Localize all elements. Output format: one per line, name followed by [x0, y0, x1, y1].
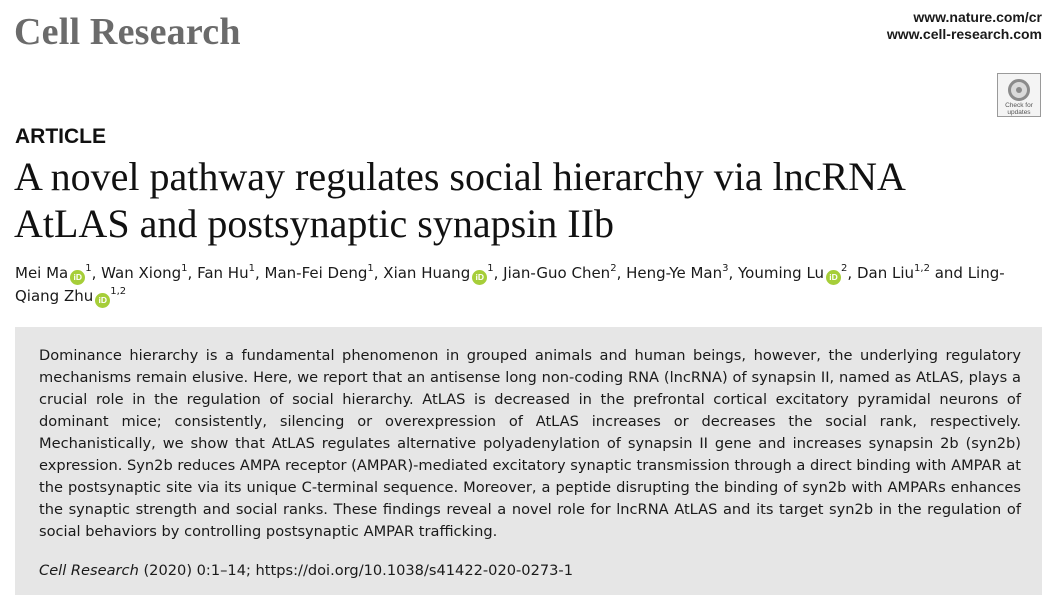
author-separator: ,	[728, 264, 739, 282]
author-affiliation: 1,2	[110, 286, 127, 297]
author-separator: ,	[373, 264, 384, 282]
author-affiliation: 1	[85, 263, 92, 274]
check-updates-line1: Check for	[1005, 102, 1033, 109]
cell-research-url-link[interactable]: www.cell-research.com	[886, 26, 1042, 42]
author-separator: ,	[254, 264, 265, 282]
author-item	[383, 264, 503, 282]
author-separator: ,	[847, 264, 857, 282]
author-name[interactable]: Mei Ma	[15, 264, 69, 282]
author-affiliation: 2	[841, 263, 848, 274]
author-affiliation: 1	[181, 263, 188, 274]
article-title: A novel pathway regulates social hierarchy via lncRNA AtLAS and postsynaptic synapsin IIb	[14, 154, 904, 246]
author-separator: ,	[493, 264, 504, 282]
author-item	[101, 264, 197, 282]
author-name[interactable]: Youming Lu	[738, 264, 825, 282]
author-separator: ,	[91, 264, 102, 282]
orcid-icon[interactable]: iD	[826, 270, 841, 285]
author-separator: and	[929, 264, 968, 282]
author-affiliation: 1	[248, 263, 255, 274]
citation-details: (2020) 0:1–14; https://doi.org/10.1038/s41422-020-0273-1	[138, 562, 573, 579]
author-name[interactable]: Man-Fei Deng	[264, 264, 368, 282]
abstract-box	[15, 327, 1042, 595]
abstract-text: Dominance hierarchy is a fundamental phenomenon in grouped animals and human beings, however, the underlying regulatory mechanisms remain elusive. Here, we report that an antisense long non-coding RNA (lncRNA) of synapsin II, named as AtLAS, plays a crucial role in the regulation of social hierarchy. AtLAS is decreased in the prefrontal cortical excitatory pyramidal neurons of dominant mice; consistently, silencing or overexpression of AtLAS increases or decreases the social rank, respectively. Mechanistically, we show that AtLAS regulates alternative polyadenylation of synapsin II gene and increases synapsin 2b (syn2b) expression. Syn2b reduces AMPA receptor (AMPAR)-mediated excitatory synaptic transmission through a direct binding with AMPAR at the postsynaptic site via its unique C-terminal sequence. Moreover, a peptide disrupting the binding of syn2b with AMPARs enhances the synaptic strength and social ranks. These findings reveal a novel role for lncRNA AtLAS and its target syn2b in the regulation of social behaviors by controlling postsynaptic AMPAR trafficking.	[39, 347, 1021, 540]
author-name[interactable]: Jian-Guo Chen	[503, 264, 611, 282]
author-affiliation: 1,2	[914, 263, 930, 274]
journal-name: Cell Research	[14, 11, 241, 53]
author-affiliation: 1	[367, 263, 374, 274]
author-item	[626, 264, 738, 282]
author-affiliation: 3	[722, 263, 729, 274]
author-name[interactable]: Fan Hu	[197, 264, 249, 282]
author-item	[503, 264, 626, 282]
author-item	[738, 264, 857, 282]
author-name[interactable]: Dan Liu	[856, 264, 915, 282]
author-name[interactable]: Ling-Qiang Zhu	[15, 264, 1005, 305]
author-name[interactable]: Wan Xiong	[101, 264, 182, 282]
orcid-icon[interactable]: iD	[95, 293, 110, 308]
author-item	[265, 264, 384, 282]
citation-line	[39, 562, 573, 579]
check-updates-icon	[1008, 79, 1030, 101]
author-item	[15, 264, 101, 282]
check-updates-line2: updates	[1007, 109, 1031, 116]
nature-url-link[interactable]: www.nature.com/cr	[913, 9, 1042, 25]
journal-links	[887, 9, 1042, 43]
author-name[interactable]: Heng-Ye Man	[626, 264, 723, 282]
author-item	[857, 264, 968, 282]
orcid-icon[interactable]: iD	[70, 270, 85, 285]
author-separator: ,	[187, 264, 198, 282]
author-affiliation: 2	[610, 263, 617, 274]
author-separator: ,	[616, 264, 627, 282]
orcid-icon[interactable]: iD	[472, 270, 487, 285]
author-affiliation: 1	[487, 263, 494, 274]
author-list	[15, 262, 1040, 308]
author-name[interactable]: Xian Huang	[383, 264, 471, 282]
author-item	[197, 264, 264, 282]
article-type: ARTICLE	[15, 125, 106, 148]
citation-journal: Cell Research	[39, 562, 139, 579]
check-for-updates-button[interactable]	[997, 73, 1041, 117]
